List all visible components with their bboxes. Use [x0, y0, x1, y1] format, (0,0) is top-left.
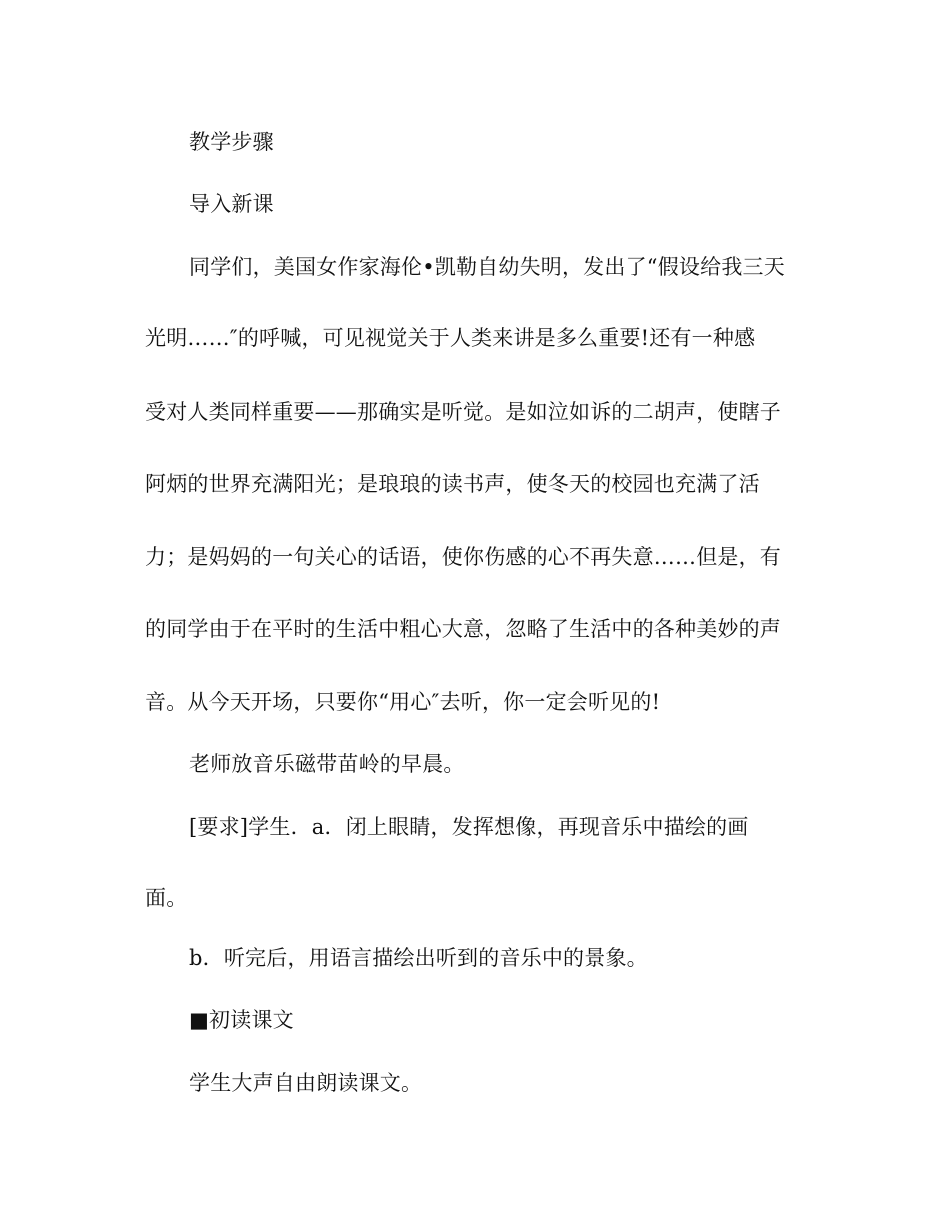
- paragraph1-line-3: 受对人类同样重要——那确实是听觉。是如泣如诉的二胡声，使瞎子: [145, 400, 781, 424]
- requirement-line-1: [要求]学生．a．闭上眼睛，发挥想像，再现音乐中描绘的画: [189, 815, 749, 839]
- requirement-b-line: b．听完后，用语言描绘出听到的音乐中的景象。: [189, 946, 648, 970]
- requirement-line-2: 面。: [145, 886, 188, 910]
- heading-teaching-steps: 教学步骤: [189, 130, 274, 154]
- paragraph1-line-7: 音。从今天开场，只要你“用心″去听，你一定会听见的!: [145, 690, 661, 714]
- paragraph1-line-2: 光明……″的呼喊，可见视觉关于人类来讲是多么重要!还有一种感: [145, 326, 756, 350]
- paragraph1-line-6: 的同学由于在平时的生活中粗心大意，忽略了生活中的各种美妙的声: [145, 617, 781, 641]
- student-reading-line: 学生大声自由朗读课文。: [189, 1071, 423, 1095]
- teacher-music-line: 老师放音乐磁带苗岭的早晨。: [189, 752, 465, 776]
- paragraph1-line-5: 力；是妈妈的一句关心的话语，使你伤感的心不再失意……但是，有: [145, 545, 781, 569]
- heading-introduction: 导入新课: [189, 192, 274, 216]
- paragraph1-line-1: 同学们，美国女作家海伦•凯勒自幼失明，发出了“假设给我三天: [189, 255, 785, 279]
- first-reading-heading: ■初读课文: [189, 1008, 294, 1032]
- paragraph1-line-4: 阿炳的世界充满阳光；是琅琅的读书声，使冬天的校园也充满了活: [145, 472, 760, 496]
